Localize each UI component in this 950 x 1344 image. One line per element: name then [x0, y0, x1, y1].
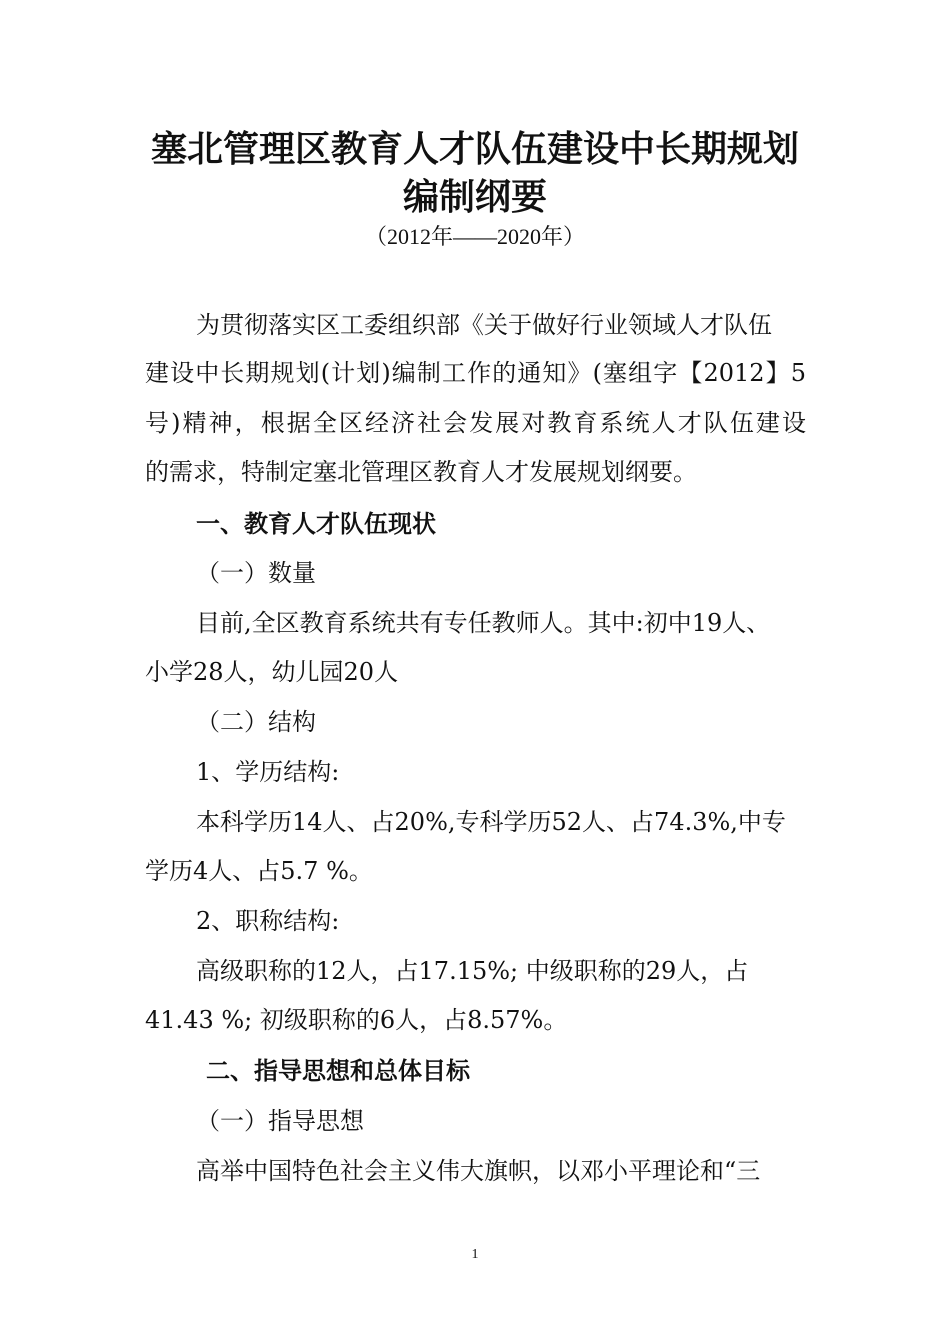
quantity-line-1: 目前,全区教育系统共有专任教师人。其中:初中19人、	[196, 609, 771, 637]
section-1-sub-2: （二）结构	[196, 708, 316, 736]
intro-line-3: 号)精神，根据全区经济社会发展对教育系统人才队伍建设	[145, 409, 806, 437]
education-line-1: 本科学历14人、占20%,专科学历52人、占74.3%,中专	[196, 808, 786, 836]
section-1-heading: 一、教育人才队伍现状	[196, 510, 436, 538]
document-title-line-2: 编制纲要	[402, 176, 547, 218]
section-1-sub-1: （一）数量	[196, 559, 316, 587]
education-structure-heading: 1、学历结构:	[196, 758, 340, 786]
title-structure-line-1: 高级职称的12人，占17.15%; 中级职称的29人，占	[196, 957, 749, 985]
intro-line-4: 的需求，特制定塞北管理区教育人才发展规划纲要。	[145, 458, 697, 486]
quantity-line-2: 小学28人，幼儿园20人	[145, 658, 399, 686]
section-2-sub-1: （一）指导思想	[196, 1107, 364, 1135]
document-subtitle: （2012年——2020年）	[364, 224, 585, 249]
intro-line-2: 建设中长期规划(计划)编制工作的通知》(塞组字【2012】5	[145, 359, 806, 387]
document-title-line-1: 塞北管理区教育人才队伍建设中长期规划	[150, 128, 799, 170]
section-2-heading: 二、指导思想和总体目标	[206, 1057, 470, 1085]
intro-line-1: 为贯彻落实区工委组织部《关于做好行业领域人才队伍	[196, 311, 772, 339]
guiding-ideology-line: 高举中国特色社会主义伟大旗帜，以邓小平理论和“三	[196, 1157, 761, 1185]
title-structure-heading: 2、职称结构:	[196, 907, 340, 935]
title-structure-line-2: 41.43 %; 初级职称的6人，占8.57%。	[145, 1006, 568, 1034]
education-line-2: 学历4人、占5.7 %。	[145, 857, 373, 885]
page-number: 1	[471, 1247, 479, 1262]
